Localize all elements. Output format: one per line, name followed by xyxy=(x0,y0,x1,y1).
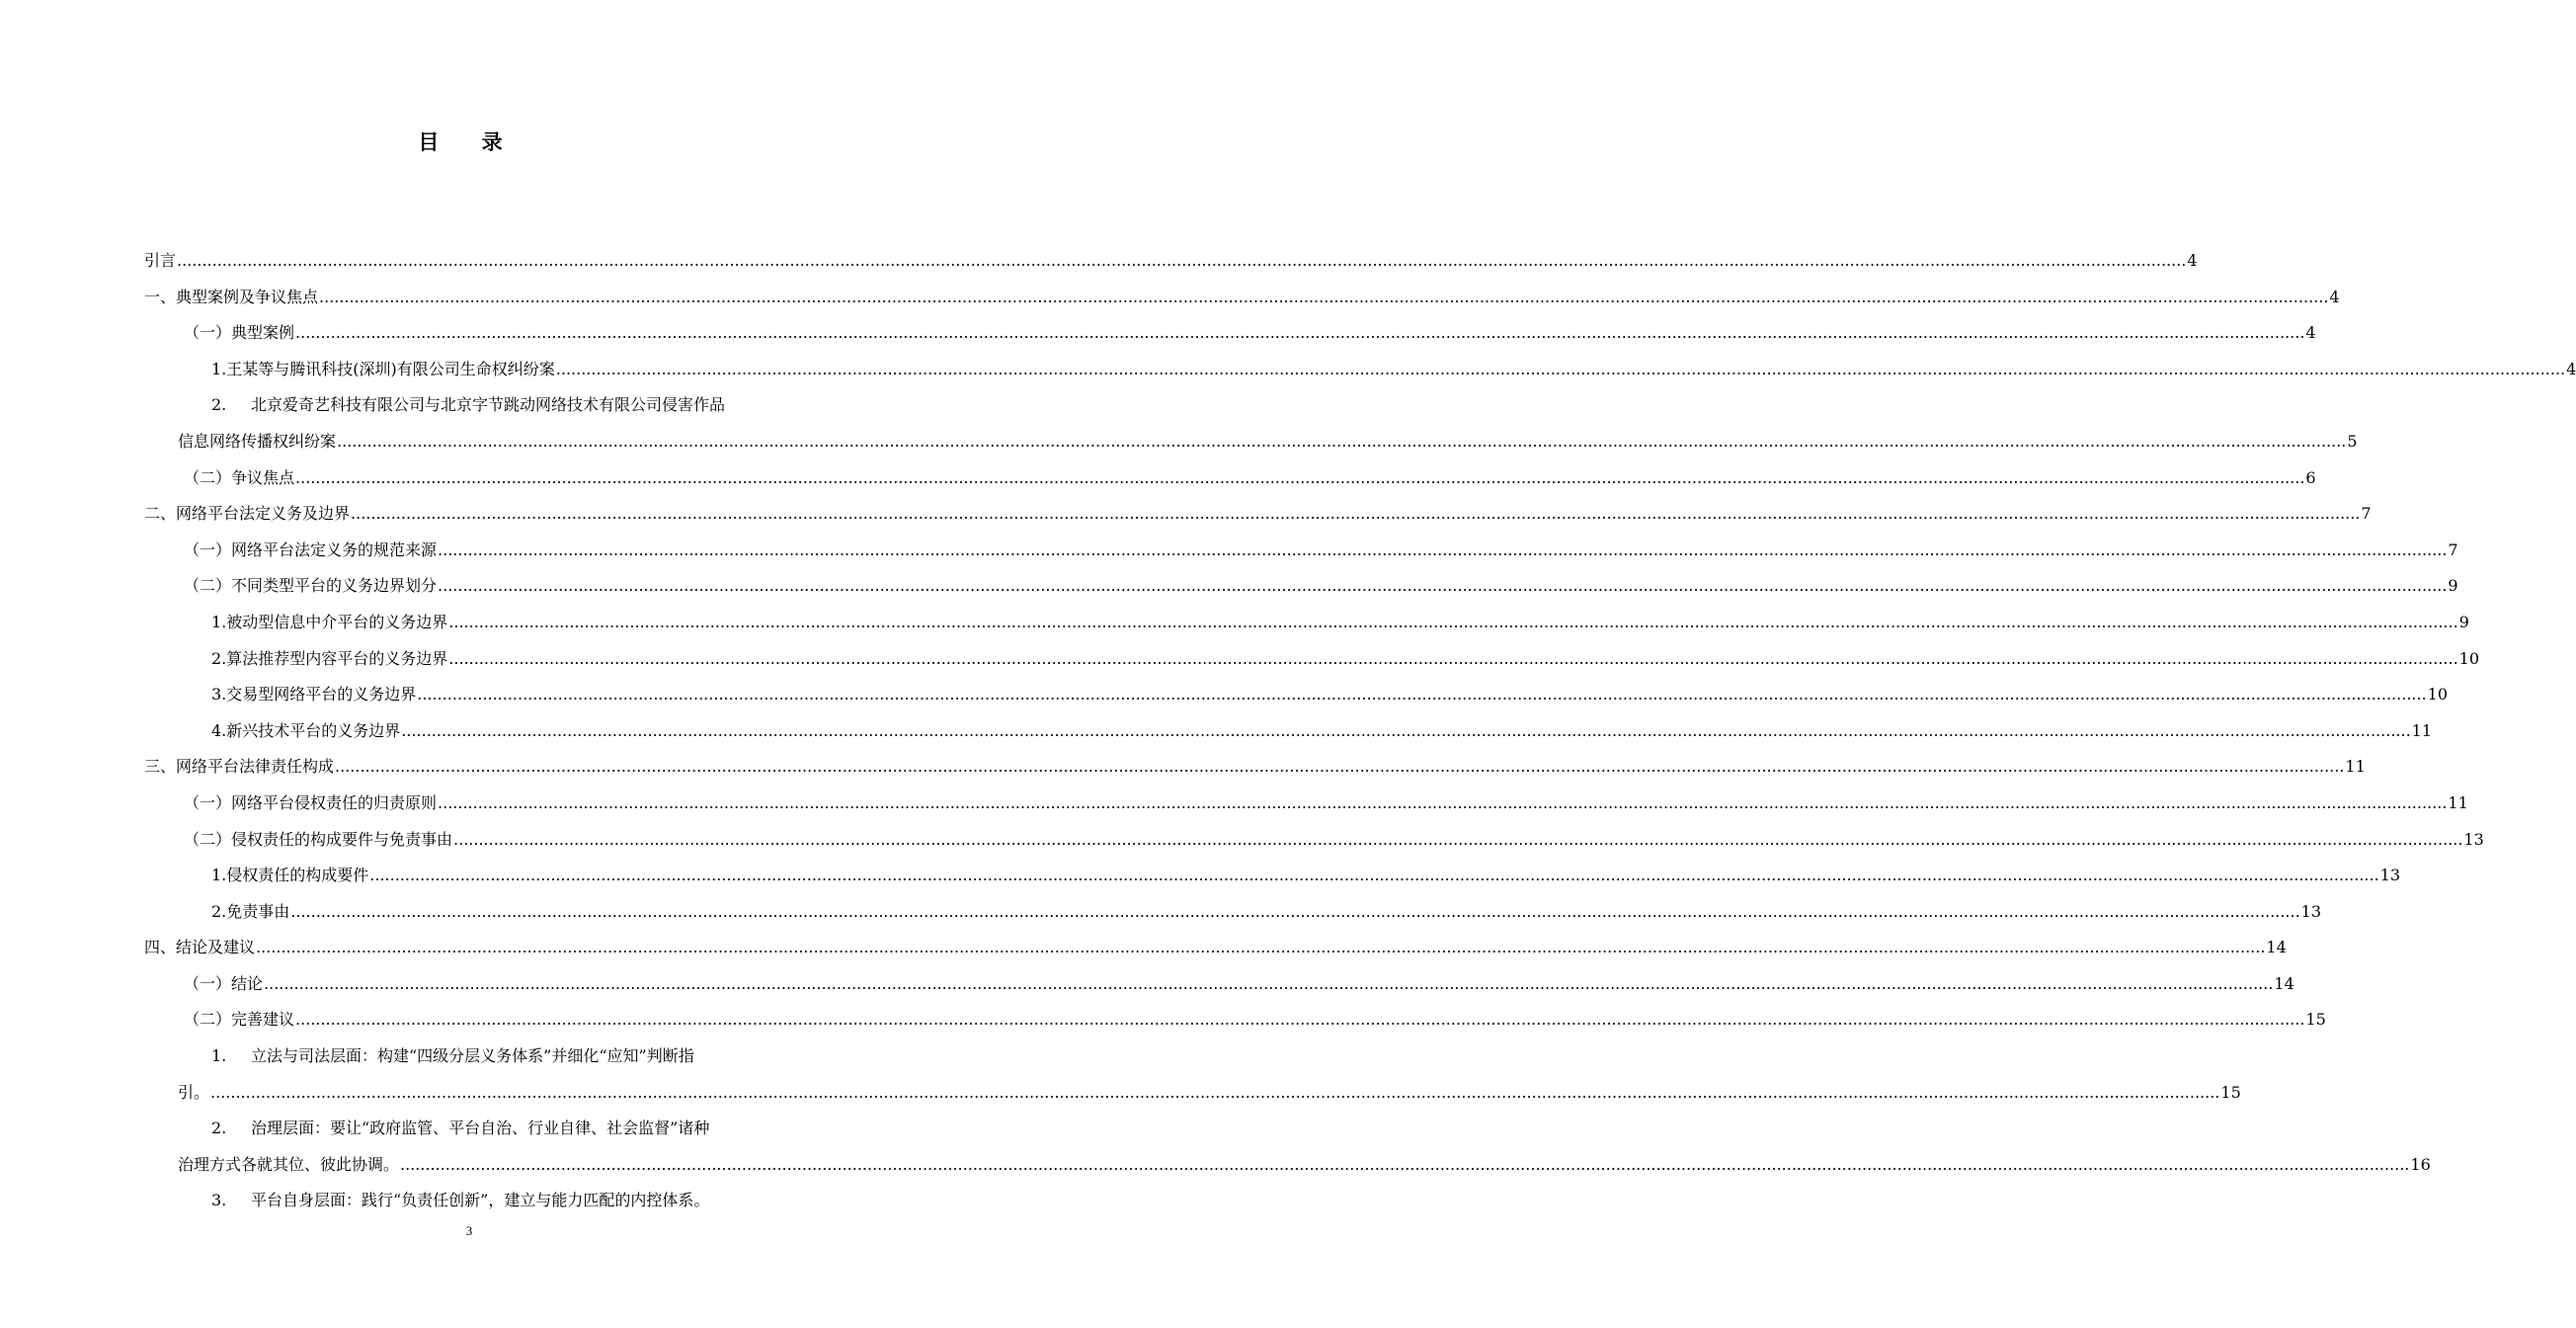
toc-entry-page: 11 xyxy=(2448,792,2468,812)
toc-leader-dots: ................................................................................................................................................................................................................................................................................................................................................................................................................ xyxy=(417,685,2427,705)
toc-entry[interactable] xyxy=(144,387,2358,459)
toc-entry-line xyxy=(144,677,2449,713)
toc-entry-page: 7 xyxy=(2361,504,2372,524)
toc-leader-dots: ................................................................................................................................................................................................................................................................................................................................................................................................................ xyxy=(290,901,2300,921)
toc-leader-dots: ................................................................................................................................................................................................................................................................................................................................................................................................................ xyxy=(401,720,2411,740)
toc-entry[interactable] xyxy=(144,352,2576,388)
toc-entry-text: 侵权责任的构成要件与免责事由 xyxy=(231,829,453,849)
toc-entry-page: 4 xyxy=(2305,323,2316,343)
toc-entry-number: （二） xyxy=(184,1010,232,1030)
toc-entry-number: （一） xyxy=(184,540,232,559)
toc-entry-continuation: 治理方式各就其位、彼此协调。 xyxy=(178,1154,400,1174)
toc-entry-line xyxy=(144,243,2198,280)
toc-entry-line xyxy=(144,1147,2431,1184)
page-number: 3 xyxy=(465,1223,473,1238)
toc-entry-page: 13 xyxy=(2300,901,2322,921)
toc-entry-page: 9 xyxy=(2458,612,2469,631)
toc-entry[interactable] xyxy=(144,786,2468,822)
toc-leader-dots: ................................................................................................................................................................................................................................................................................................................................................................................................................ xyxy=(369,866,2379,885)
toc-entry-text: 网络平台法定义务的规范来源 xyxy=(231,540,438,559)
toc-entry-page: 4 xyxy=(2187,251,2198,270)
toc-entry-number: （一） xyxy=(184,973,232,993)
toc-entry-line xyxy=(144,315,2316,352)
toc-entry-line xyxy=(144,496,2372,533)
toc-entry[interactable] xyxy=(144,605,2469,641)
toc-entry-page: 15 xyxy=(2220,1082,2241,1102)
toc-entry[interactable] xyxy=(144,641,2480,678)
toc-entry-number: 2. xyxy=(211,901,227,921)
table-of-contents xyxy=(144,243,2576,1219)
toc-entry-number: 1. xyxy=(211,359,227,378)
toc-entry-page: 10 xyxy=(2427,685,2449,705)
toc-entry[interactable] xyxy=(144,749,2366,786)
toc-leader-dots: ................................................................................................................................................................................................................................................................................................................................................................................................................ xyxy=(319,287,2329,306)
toc-entry-line xyxy=(144,894,2322,931)
toc-entry-line xyxy=(144,858,2401,894)
toc-entry[interactable] xyxy=(144,1038,2241,1111)
toc-entry-number: 2. xyxy=(211,648,227,668)
toc-entry[interactable] xyxy=(144,1111,2431,1183)
toc-entry[interactable] xyxy=(144,243,2198,280)
toc-leader-dots: ................................................................................................................................................................................................................................................................................................................................................................................................................ xyxy=(400,1154,2410,1174)
toc-leader-dots: ................................................................................................................................................................................................................................................................................................................................................................................................................ xyxy=(448,648,2458,668)
toc-entry-text: 算法推荐型内容平台的义务边界 xyxy=(226,648,448,668)
toc-entry-text: 侵权责任的构成要件 xyxy=(226,866,369,885)
toc-entry-line xyxy=(144,1075,2241,1112)
toc-leader-dots: ................................................................................................................................................................................................................................................................................................................................................................................................................ xyxy=(438,576,2448,596)
toc-entry-page: 7 xyxy=(2448,540,2458,559)
toc-entry-number: 1. xyxy=(211,1046,227,1066)
toc-entry-text: 引言 xyxy=(144,251,177,270)
toc-entry-line xyxy=(144,568,2458,605)
toc-leader-dots: ................................................................................................................................................................................................................................................................................................................................................................................................................ xyxy=(438,792,2448,812)
toc-entry-line xyxy=(144,605,2469,641)
toc-entry-line xyxy=(144,352,2576,388)
toc-entry-page: 13 xyxy=(2379,866,2401,885)
toc-entry-line xyxy=(144,280,2340,316)
toc-entry[interactable] xyxy=(144,858,2401,894)
toc-entry-line xyxy=(144,1002,2326,1038)
toc-entry-number: （一） xyxy=(184,792,232,812)
toc-entry-text: 典型案例 xyxy=(231,323,295,343)
toc-entry-text: 北京爱奇艺科技有限公司与北京字节跳动网络技术有限公司侵害作品 xyxy=(251,395,726,415)
toc-entry-page: 16 xyxy=(2410,1154,2431,1174)
toc-entry-text: 立法与司法层面：构建“四级分层义务体系”并细化“应知”判断指 xyxy=(251,1046,694,1066)
toc-entry-line xyxy=(144,749,2366,786)
toc-entry-page: 4 xyxy=(2566,359,2576,378)
toc-entry-line xyxy=(144,387,827,424)
toc-entry-text: 王某等与腾讯科技(深圳)有限公司生命权纠纷案 xyxy=(226,359,555,378)
toc-entry-line xyxy=(144,424,2358,460)
toc-entry-line xyxy=(144,641,2480,678)
toc-entry[interactable] xyxy=(144,568,2458,605)
toc-entry-text: 结论 xyxy=(231,973,264,993)
toc-entry[interactable] xyxy=(144,822,2484,859)
toc-entry[interactable] xyxy=(144,966,2294,1003)
toc-leader-dots: ................................................................................................................................................................................................................................................................................................................................................................................................................ xyxy=(438,540,2448,559)
toc-entry[interactable] xyxy=(144,677,2449,713)
toc-entry-number: 2. xyxy=(211,395,227,415)
toc-entry[interactable] xyxy=(144,460,2316,497)
toc-entry[interactable] xyxy=(144,280,2340,316)
toc-title: 目 录 xyxy=(418,130,521,154)
toc-entry-text: 被动型信息中介平台的义务边界 xyxy=(226,612,448,631)
toc-entry[interactable] xyxy=(144,315,2316,352)
toc-entry-line xyxy=(144,1111,827,1147)
toc-entry-page: 5 xyxy=(2347,431,2358,451)
toc-entry-number: （二） xyxy=(184,576,232,596)
toc-entry-line xyxy=(144,822,2484,859)
toc-entry-text: 不同类型平台的义务边界划分 xyxy=(231,576,438,596)
toc-leader-dots: ................................................................................................................................................................................................................................................................................................................................................................................................................ xyxy=(335,757,2345,777)
toc-entry-page: 14 xyxy=(2274,973,2294,993)
toc-entry-number: 二、 xyxy=(144,504,177,524)
toc-entry-number: 一、 xyxy=(144,287,177,306)
toc-entry-page: 13 xyxy=(2463,829,2484,849)
toc-entry-line xyxy=(144,713,2433,750)
toc-entry[interactable] xyxy=(144,894,2322,931)
toc-entry[interactable] xyxy=(144,1002,2326,1038)
toc-entry-text: 网络平台法定义务及边界 xyxy=(176,504,351,524)
toc-entry-page: 4 xyxy=(2329,287,2340,306)
toc-entry-text: 平台自身层面：践行“负责任创新”，建立与能力匹配的内控体系。 xyxy=(251,1191,710,1210)
toc-leader-dots: ................................................................................................................................................................................................................................................................................................................................................................................................................ xyxy=(264,973,2274,993)
toc-entry-text: 网络平台侵权责任的归责原则 xyxy=(231,792,438,812)
toc-entry-number: 2. xyxy=(211,1119,227,1138)
toc-entry[interactable] xyxy=(144,1183,827,1219)
toc-entry-text: 网络平台法律责任构成 xyxy=(176,757,335,777)
toc-entry-page: 11 xyxy=(2411,720,2433,740)
toc-entry-number: 四、 xyxy=(144,938,177,957)
toc-entry-line xyxy=(144,1038,827,1075)
toc-entry-number: 4. xyxy=(211,720,227,740)
toc-entry[interactable] xyxy=(144,930,2287,966)
toc-entry-page: 11 xyxy=(2345,757,2366,777)
toc-entry-line xyxy=(144,786,2468,822)
toc-entry-line xyxy=(144,930,2287,966)
toc-entry-text: 典型案例及争议焦点 xyxy=(176,287,319,306)
toc-entry-number: （二） xyxy=(184,829,232,849)
toc-entry[interactable] xyxy=(144,533,2458,569)
toc-entry-number: 三、 xyxy=(144,757,177,777)
toc-leader-dots: ................................................................................................................................................................................................................................................................................................................................................................................................................ xyxy=(295,467,2305,487)
toc-entry-number: 1. xyxy=(211,866,227,885)
toc-leader-dots: ................................................................................................................................................................................................................................................................................................................................................................................................................ xyxy=(448,612,2458,631)
toc-entry-page: 10 xyxy=(2458,648,2480,668)
toc-entry-text: 完善建议 xyxy=(231,1010,295,1030)
toc-leader-dots: ................................................................................................................................................................................................................................................................................................................................................................................................................ xyxy=(256,938,2266,957)
toc-entry-line xyxy=(144,533,2458,569)
toc-entry-line xyxy=(144,966,2294,1003)
toc-entry-text: 新兴技术平台的义务边界 xyxy=(226,720,401,740)
toc-leader-dots: ................................................................................................................................................................................................................................................................................................................................................................................................................ xyxy=(295,1010,2305,1030)
toc-entry-continuation: 引。 xyxy=(178,1082,210,1102)
toc-entry[interactable] xyxy=(144,496,2372,533)
toc-leader-dots: ................................................................................................................................................................................................................................................................................................................................................................................................................ xyxy=(177,251,2187,270)
toc-entry-line xyxy=(144,1183,827,1219)
toc-entry-continuation: 信息网络传播权纠纷案 xyxy=(178,431,337,451)
toc-entry-page: 15 xyxy=(2305,1010,2326,1030)
toc-leader-dots: ................................................................................................................................................................................................................................................................................................................................................................................................................ xyxy=(555,359,2566,378)
toc-entry-text: 治理层面：要让“政府监管、平台自治、行业自律、社会监督”诸种 xyxy=(251,1119,710,1138)
toc-entry-page: 14 xyxy=(2266,938,2287,957)
toc-leader-dots: ................................................................................................................................................................................................................................................................................................................................................................................................................ xyxy=(337,431,2347,451)
toc-entry-number: 3. xyxy=(211,1191,227,1210)
toc-leader-dots: ................................................................................................................................................................................................................................................................................................................................................................................................................ xyxy=(210,1082,2220,1102)
toc-leader-dots: ................................................................................................................................................................................................................................................................................................................................................................................................................ xyxy=(295,323,2305,343)
toc-leader-dots: ................................................................................................................................................................................................................................................................................................................................................................................................................ xyxy=(351,504,2361,524)
toc-entry-number: （一） xyxy=(184,323,232,343)
toc-entry-page: 9 xyxy=(2448,576,2458,596)
toc-entry-text: 免责事由 xyxy=(226,901,290,921)
toc-entry-number: 1. xyxy=(211,612,227,631)
toc-entry-text: 交易型网络平台的义务边界 xyxy=(226,685,417,705)
toc-leader-dots: ................................................................................................................................................................................................................................................................................................................................................................................................................ xyxy=(453,829,2463,849)
toc-entry[interactable] xyxy=(144,713,2433,750)
toc-entry-page: 6 xyxy=(2305,467,2316,487)
toc-entry-number: 3. xyxy=(211,685,227,705)
toc-entry-text: 争议焦点 xyxy=(231,467,295,487)
toc-entry-line xyxy=(144,460,2316,497)
toc-entry-number: （二） xyxy=(184,467,232,487)
toc-entry-text: 结论及建议 xyxy=(176,938,256,957)
